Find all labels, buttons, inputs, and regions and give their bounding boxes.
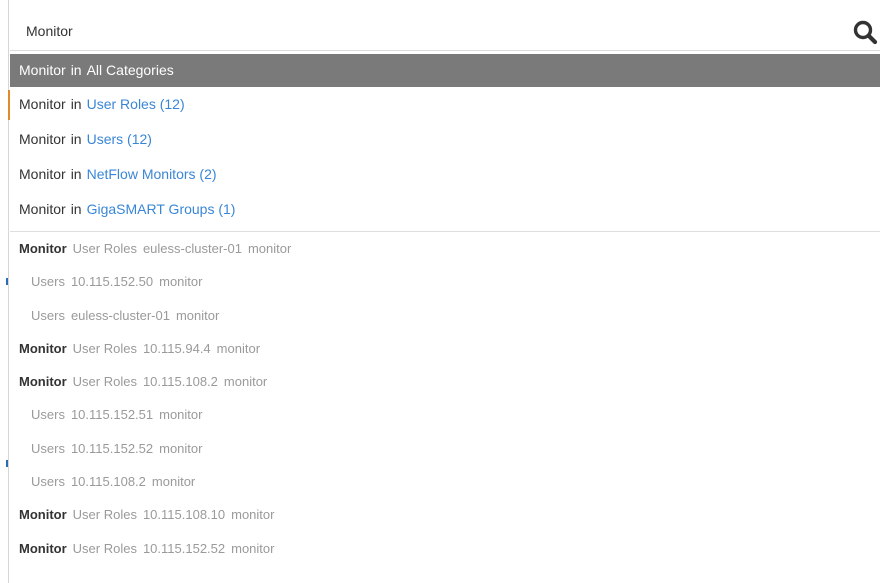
result-match-term: Monitor bbox=[19, 241, 67, 256]
page-edge-marker bbox=[6, 460, 8, 467]
result-host: 10.115.108.10 bbox=[142, 507, 226, 523]
scope-in-label: in bbox=[70, 131, 82, 147]
result-host: euless-cluster-01 bbox=[70, 307, 170, 323]
search-result-item[interactable] bbox=[10, 498, 880, 531]
result-name: monitor bbox=[175, 307, 220, 323]
search-suggestions-dropdown bbox=[10, 54, 880, 565]
result-name: monitor bbox=[159, 440, 203, 456]
search-result-item[interactable] bbox=[10, 232, 880, 265]
result-match-term: Monitor bbox=[19, 540, 67, 556]
result-type: User Roles bbox=[72, 507, 137, 523]
page-edge-marker bbox=[6, 278, 8, 285]
search-result-item[interactable] bbox=[10, 332, 880, 365]
search-bar bbox=[10, 10, 880, 51]
result-name: monitor bbox=[159, 407, 203, 423]
result-match-term: Monitor bbox=[19, 507, 67, 523]
result-host: 10.115.152.51 bbox=[70, 407, 154, 423]
result-host: 10.115.94.4 bbox=[142, 340, 211, 356]
result-type: Users bbox=[31, 474, 65, 490]
result-type: Users bbox=[31, 407, 65, 423]
scope-in-label: in bbox=[70, 62, 82, 78]
search-result-item[interactable] bbox=[10, 465, 880, 498]
scope-term: Monitor bbox=[19, 131, 66, 147]
search-result-item[interactable] bbox=[10, 432, 880, 465]
scope-category-link[interactable]: GigaSMART Groups (1) bbox=[86, 201, 236, 217]
result-name: monitor bbox=[151, 474, 196, 490]
scope-in-label: in bbox=[70, 201, 82, 217]
result-match-term: Monitor bbox=[19, 374, 67, 390]
scope-suggestion[interactable] bbox=[10, 157, 880, 192]
search-input[interactable] bbox=[26, 20, 806, 42]
scope-suggestion[interactable] bbox=[10, 122, 880, 157]
category-scope-list bbox=[10, 54, 880, 227]
search-result-list bbox=[10, 232, 880, 565]
scope-in-label: in bbox=[70, 166, 82, 182]
result-host: 10.115.152.52 bbox=[70, 440, 154, 456]
result-type: Users bbox=[31, 307, 65, 323]
scope-term: Monitor bbox=[19, 62, 66, 78]
search-result-item[interactable] bbox=[10, 265, 880, 298]
scope-category-link[interactable]: Users (12) bbox=[86, 131, 152, 147]
scope-category-link[interactable]: User Roles (12) bbox=[86, 96, 185, 112]
search-result-item[interactable] bbox=[10, 299, 880, 332]
scope-in-label: in bbox=[70, 96, 82, 112]
result-type: Users bbox=[31, 274, 65, 290]
result-name: monitor bbox=[216, 340, 261, 356]
result-type: User Roles bbox=[72, 241, 137, 256]
result-host: 10.115.108.2 bbox=[142, 374, 218, 390]
scope-category-link[interactable]: NetFlow Monitors (2) bbox=[86, 166, 217, 182]
result-type: User Roles bbox=[72, 540, 137, 556]
search-icon[interactable] bbox=[852, 19, 880, 47]
result-type: User Roles bbox=[72, 374, 137, 390]
result-host: 10.115.108.2 bbox=[70, 474, 146, 490]
search-result-item[interactable] bbox=[10, 532, 880, 565]
scope-suggestion[interactable] bbox=[10, 192, 880, 227]
result-type: User Roles bbox=[72, 340, 137, 356]
scope-term: Monitor bbox=[19, 96, 66, 112]
page-edge-divider bbox=[8, 0, 9, 583]
result-match-term: Monitor bbox=[19, 340, 67, 356]
result-name: monitor bbox=[159, 274, 203, 290]
result-host: 10.115.152.52 bbox=[142, 540, 226, 556]
scope-suggestion[interactable] bbox=[10, 87, 880, 122]
scope-category-link[interactable]: All Categories bbox=[86, 62, 174, 78]
result-type: Users bbox=[31, 440, 65, 456]
search-result-item[interactable] bbox=[10, 398, 880, 431]
result-name: monitor bbox=[231, 507, 275, 523]
result-host: 10.115.152.50 bbox=[70, 274, 154, 290]
scope-term: Monitor bbox=[19, 166, 66, 182]
scope-term: Monitor bbox=[19, 201, 66, 217]
search-result-item[interactable] bbox=[10, 365, 880, 398]
result-host: euless-cluster-01 bbox=[142, 241, 242, 256]
result-name: monitor bbox=[247, 241, 292, 256]
scope-suggestion[interactable] bbox=[10, 54, 880, 87]
result-name: monitor bbox=[231, 540, 275, 556]
result-name: monitor bbox=[223, 374, 268, 390]
